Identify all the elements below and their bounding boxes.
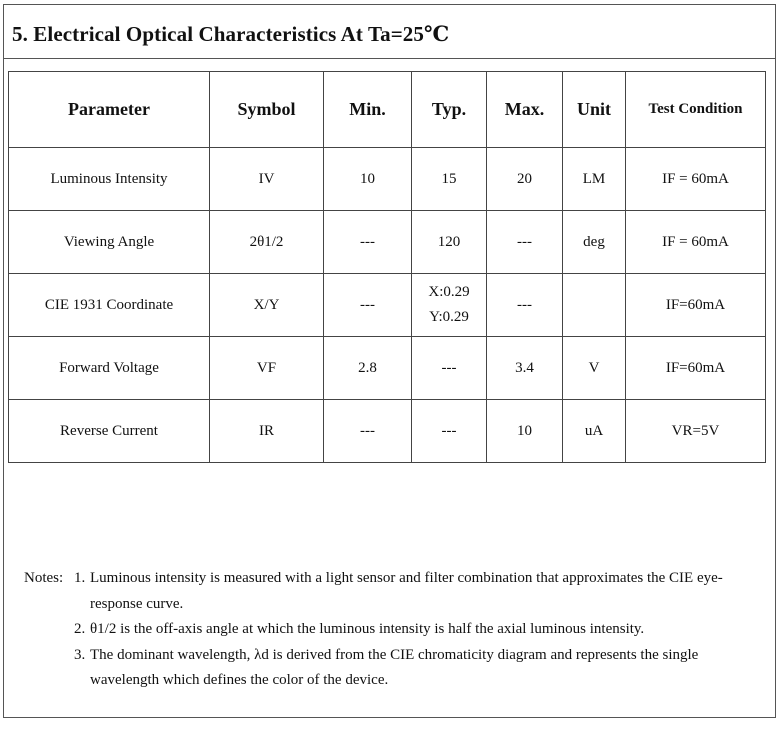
cell-typ	[412, 274, 487, 337]
cell-parameter: Viewing Angle	[9, 211, 210, 274]
cell-symbol: VF	[210, 337, 324, 400]
note-text: θ1/2 is the off-axis angle at which the luminous intensity is half the axial luminous intensity.	[90, 621, 645, 637]
table-header-row	[9, 72, 766, 148]
header-min: Min.	[324, 72, 412, 148]
table-row	[9, 337, 766, 400]
header-typ: Typ.	[412, 72, 487, 148]
cell-typ: ---	[412, 400, 487, 463]
header-max: Max.	[487, 72, 563, 148]
cell-unit: deg	[563, 211, 626, 274]
cell-parameter: Luminous Intensity	[9, 148, 210, 211]
cell-condition: IF = 60mA	[626, 211, 766, 274]
cell-unit	[563, 274, 626, 337]
header-test-condition: Test Condition	[626, 72, 766, 148]
header-symbol: Symbol	[210, 72, 324, 148]
cell-max: 3.4	[487, 337, 563, 400]
cell-min: 2.8	[324, 337, 412, 400]
header-parameter: Parameter	[9, 72, 210, 148]
cell-typ: 15	[412, 148, 487, 211]
cell-parameter: Reverse Current	[9, 400, 210, 463]
note-text: The dominant wavelength, λd is derived from the CIE chromaticity diagram and represents the single wavelength which defines the color of the device.	[90, 646, 699, 688]
cell-min: ---	[324, 274, 412, 337]
title-bar	[4, 5, 775, 59]
cell-max: ---	[487, 274, 563, 337]
characteristics-table	[8, 71, 766, 463]
note-item	[24, 617, 754, 643]
cell-typ: ---	[412, 337, 487, 400]
cell-unit: V	[563, 337, 626, 400]
cell-condition: VR=5V	[626, 400, 766, 463]
cell-typ-x: X:0.29	[428, 284, 470, 300]
cell-condition: IF=60mA	[626, 274, 766, 337]
note-number: 1.	[74, 570, 86, 586]
notes-section	[24, 566, 754, 694]
cell-parameter: CIE 1931 Coordinate	[9, 274, 210, 337]
cell-unit: LM	[563, 148, 626, 211]
cell-max: 20	[487, 148, 563, 211]
note-item	[24, 643, 754, 694]
cell-symbol: IV	[210, 148, 324, 211]
table-row	[9, 148, 766, 211]
cell-symbol: 2θ1/2	[210, 211, 324, 274]
cell-condition: IF = 60mA	[626, 148, 766, 211]
cell-unit: uA	[563, 400, 626, 463]
cell-max: 10	[487, 400, 563, 463]
cell-symbol: X/Y	[210, 274, 324, 337]
cell-min: 10	[324, 148, 412, 211]
section-title: 5. Electrical Optical Characteristics At Ta=25℃	[12, 22, 450, 46]
cell-min: ---	[324, 400, 412, 463]
note-text: Luminous intensity is measured with a light sensor and filter combination that approximates the CIE eye-response curve.	[90, 570, 723, 612]
note-number: 3.	[74, 646, 86, 663]
note-item	[24, 566, 754, 617]
table-row	[9, 211, 766, 274]
notes-label: Notes:	[24, 570, 64, 586]
table-row	[9, 274, 766, 337]
cell-max: ---	[487, 211, 563, 274]
header-unit: Unit	[563, 72, 626, 148]
note-number: 2.	[74, 621, 86, 637]
cell-symbol: IR	[210, 400, 324, 463]
cell-condition: IF=60mA	[626, 337, 766, 400]
cell-min: ---	[324, 211, 412, 274]
cell-parameter: Forward Voltage	[9, 337, 210, 400]
cell-typ-y: Y:0.29	[429, 309, 469, 325]
cell-typ: 120	[412, 211, 487, 274]
table-row	[9, 400, 766, 463]
